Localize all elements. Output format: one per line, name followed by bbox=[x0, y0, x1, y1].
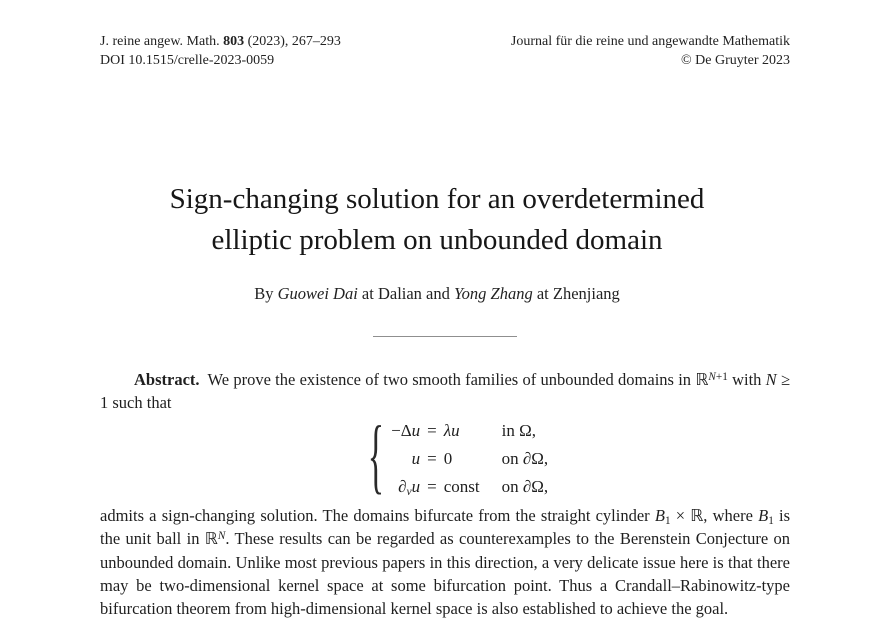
journal-citation-block bbox=[100, 32, 341, 70]
equation-grid bbox=[391, 417, 548, 501]
equation-condition: on ∂Ω, bbox=[501, 448, 549, 468]
equation-lhs: −Δu bbox=[391, 420, 421, 440]
abstract-paragraph-1: Abstract. We prove the existence of two smooth families of unbounded domains in ℝ$^{N+1}$ with N ≥ 1 such that bbox=[100, 370, 790, 413]
paper-title bbox=[0, 179, 874, 261]
left-brace: { bbox=[367, 412, 385, 503]
doi-line: DOI 10.1515/crelle-2023-0059 bbox=[100, 53, 275, 68]
equation-rhs: λu bbox=[443, 420, 460, 440]
citation-prefix: J. reine angew. Math. bbox=[100, 34, 224, 49]
volume-number: 803 bbox=[223, 34, 245, 49]
journal-name: Journal für die reine und angewandte Mathematik bbox=[510, 34, 790, 49]
equation-block bbox=[367, 412, 549, 503]
equation-lhs: ∂νu bbox=[398, 476, 421, 499]
equation-sign: = bbox=[427, 420, 437, 440]
equation-sign: = bbox=[427, 448, 437, 468]
divider-rule bbox=[373, 336, 517, 337]
equation-condition: in Ω, bbox=[501, 420, 536, 440]
equation-lhs: u bbox=[411, 448, 421, 468]
equation-sign: = bbox=[427, 476, 437, 496]
equation-condition: on ∂Ω, bbox=[501, 476, 549, 496]
copyright-line: © De Gruyter 2023 bbox=[681, 53, 790, 68]
paper-title-line-1: Sign-changing solution for an overdetermined bbox=[169, 183, 705, 215]
byline: By Guowei Dai at Dalian and Yong Zhang at Zhenjiang bbox=[254, 284, 620, 303]
equation-rhs: 0 bbox=[443, 448, 453, 468]
citation-suffix: (2023), 267–293 bbox=[244, 34, 341, 49]
abstract-paragraph-2: admits a sign-changing solution. The domains bifurcate from the straight cylinder B1 × ℝ, where B1 is the unit ball in ℝ$^N$. These results can be regarded as counterexamples to the Berenstein Conjecture on unbounded domain. Unlike most previous papers in this direction, a very delicate issue here is that there may be two-dimensional kernel space at some bifurcation point. Thus a Crandall–Rabinowitz-type bifurcation theorem from high-dimensional kernel space is also established to achieve the goal. bbox=[100, 505, 791, 619]
journal-header bbox=[100, 32, 790, 70]
paper-title-line-2: elliptic problem on unbounded domain bbox=[211, 224, 663, 256]
journal-citation-line bbox=[100, 32, 341, 51]
abstract-section bbox=[100, 368, 790, 621]
equation-rhs: const bbox=[443, 476, 480, 496]
journal-name-block bbox=[511, 32, 790, 70]
